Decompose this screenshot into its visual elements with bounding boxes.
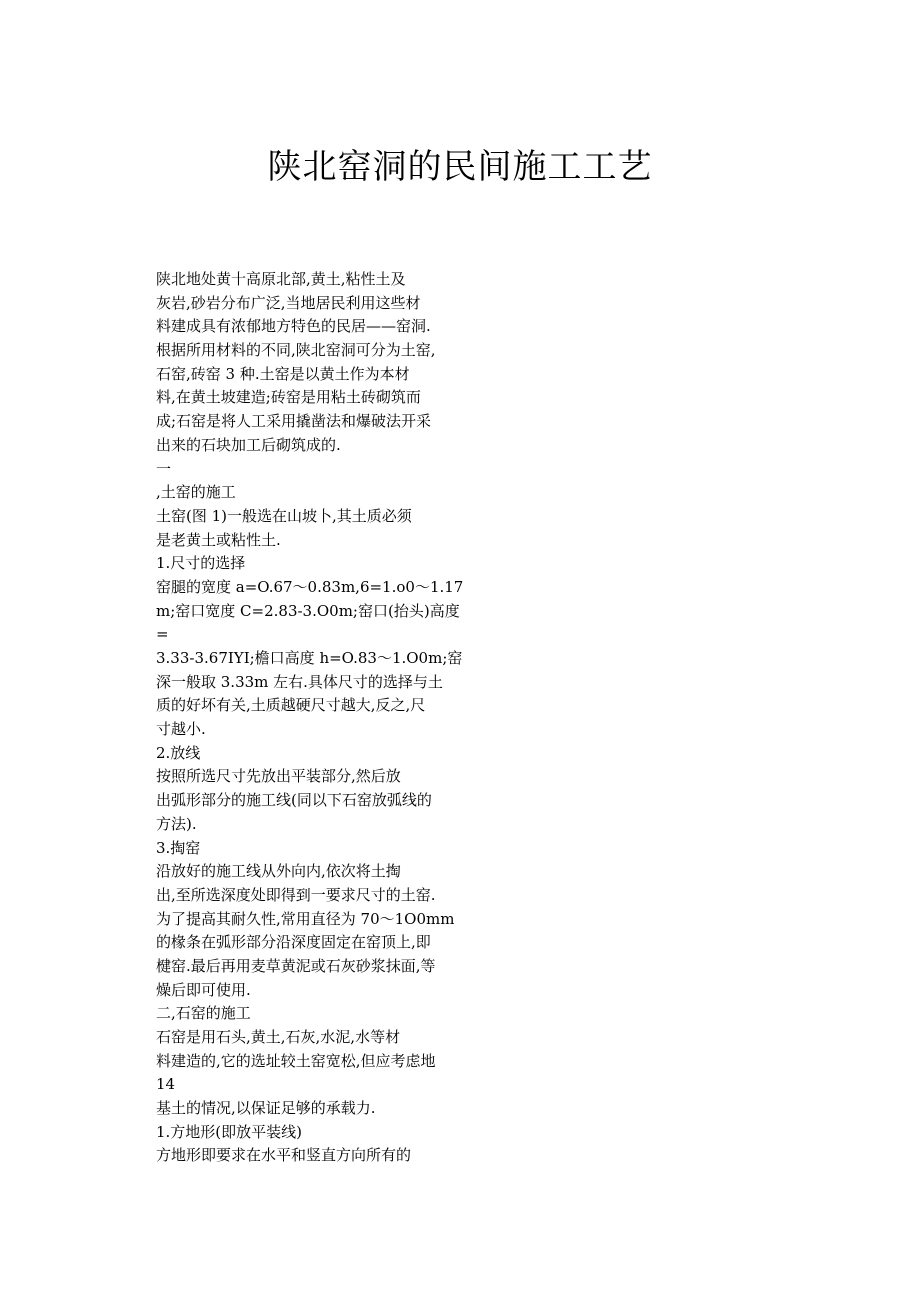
subsection-heading: 2.放线 bbox=[156, 743, 201, 762]
text-line: 方地形即要求在水平和竖直方向所有的 bbox=[156, 1146, 412, 1165]
text-line: 方法). bbox=[156, 814, 197, 833]
text-line: 窑腿的宽度 a=O.67～0.83m,6=1.o0～1.17 bbox=[156, 577, 464, 596]
text-line: 石窑,砖窑 3 种.土窑是以黄土作为本材 bbox=[156, 364, 410, 383]
text-line: 出,至所选深度处即得到一要求尺寸的土窑. bbox=[156, 885, 436, 904]
text-line: 料建成具有浓郁地方特色的民居——窑洞. bbox=[156, 317, 431, 336]
text-line: 料,在黄土坡建造;砖窑是用粘土砖砌筑而 bbox=[156, 388, 421, 407]
text-line: = bbox=[156, 625, 169, 644]
text-line: 质的好坏有关,土质越硬尺寸越大,反之,尺 bbox=[156, 696, 426, 715]
document-title: 陕北窑洞的民间施工工艺 bbox=[267, 147, 653, 187]
text-line: 为了提高其耐久性,常用直径为 70～1O0mm bbox=[156, 909, 455, 928]
text-line: 沿放好的施工线从外向内,依次将土掏 bbox=[156, 862, 401, 881]
text-line: 成;石窑是将人工采用撬凿法和爆破法开采 bbox=[156, 412, 432, 431]
text-line: 寸越小. bbox=[156, 720, 206, 739]
text-line: 深一般取 3.33m 左右.具体尺寸的选择与土 bbox=[156, 672, 443, 691]
text-line: 楗窑.最后再用麦草黄泥或石灰砂浆抹面,等 bbox=[156, 956, 436, 975]
section-heading: ,土窑的施工 bbox=[156, 483, 236, 502]
text-line: 土窑(图 1)一般选在山坡卜,其土质必须 bbox=[156, 506, 412, 525]
text-line: 灰岩,砂岩分布广泛,当地居民利用这些材 bbox=[156, 293, 421, 312]
text-line: 3.33-3.67IYI;檐口高度 h=O.83～1.O0m;窑 bbox=[156, 649, 463, 667]
text-line: 根据所用材料的不同,陕北窑洞可分为土窑, bbox=[156, 341, 436, 360]
subsection-heading: 3.掏窑 bbox=[156, 838, 201, 857]
text-line: 陕北地处黄十高原北部,黄土,粘性土及 bbox=[156, 270, 406, 288]
section-heading: 二,石窑的施工 bbox=[156, 1004, 251, 1023]
document-body bbox=[156, 268, 476, 1168]
text-line: 石窑是用石头,黄土,石灰,水泥,水等材 bbox=[156, 1028, 401, 1046]
text-line: 是老黄土或粘性土. bbox=[156, 530, 281, 549]
text-line: 按照所选尺寸先放出平装部分,然后放 bbox=[156, 767, 401, 786]
subsection-heading: 1.方地形(即放平装线) bbox=[156, 1122, 303, 1141]
text-line: 料建造的,它的选址较土窑宽松,但应考虑地 bbox=[156, 1051, 436, 1070]
text-line: 燥后即可使用. bbox=[156, 980, 251, 999]
section-numeral: 一 bbox=[156, 459, 172, 478]
text-line: 出来的石块加工后砌筑成的. bbox=[156, 435, 341, 454]
subsection-heading: 1.尺寸的选择 bbox=[156, 554, 246, 573]
text-line: 的椽条在弧形部分沿深度固定在窑顶上,即 bbox=[156, 933, 431, 952]
page-number: 14 bbox=[156, 1075, 176, 1094]
text-line: 出弧形部分的施工线(同以下石窑放弧线的 bbox=[156, 791, 432, 810]
text-line: m;窑口宽度 C=2.83-3.O0m;窑口(抬头)高度 bbox=[156, 601, 460, 620]
text-line: 基土的情况,以保证足够的承载力. bbox=[156, 1099, 376, 1118]
